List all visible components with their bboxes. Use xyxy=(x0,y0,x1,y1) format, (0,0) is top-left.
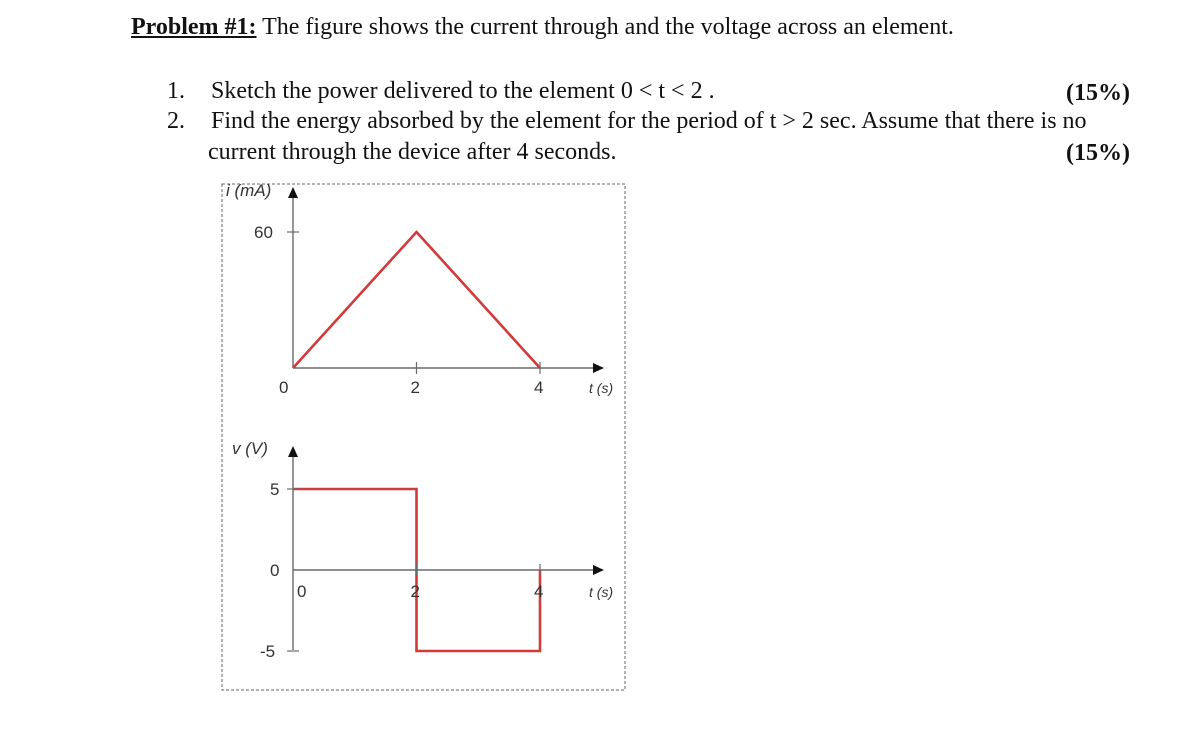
current-x-tick-label: 2 xyxy=(410,378,420,397)
question-2-number: 2. xyxy=(167,108,185,134)
problem-label: Problem #1: xyxy=(131,14,257,40)
current-y-label: i (mA) xyxy=(226,181,272,200)
voltage-y-tick-label: 5 xyxy=(270,480,280,499)
current-y-tick-label: 60 xyxy=(254,223,273,242)
voltage-x-arrow-head xyxy=(593,565,604,575)
voltage-y-tick-label: -5 xyxy=(260,642,276,661)
current-trace xyxy=(293,232,540,368)
current-x-arrow-head xyxy=(593,363,604,373)
voltage-x-label: t (s) xyxy=(589,584,614,600)
voltage-y-arrow-head xyxy=(288,446,298,457)
voltage-chart xyxy=(232,439,613,661)
question-2-text: Find the energy absorbed by the element for the period of t > 2 sec. Assume that there is no xyxy=(211,108,1087,134)
current-chart xyxy=(226,181,613,397)
question-1-percent: (15%) xyxy=(1066,80,1130,106)
current-x-label: t (s) xyxy=(589,380,614,396)
current-x-tick-label: 0 xyxy=(279,378,289,397)
question-1-number: 1. xyxy=(167,78,185,104)
voltage-y-tick-label: 0 xyxy=(270,561,280,580)
question-2-continuation: current through the device after 4 seconds. xyxy=(208,139,617,165)
question-2-percent: (15%) xyxy=(1066,140,1130,166)
current-y-arrow-head xyxy=(288,187,298,198)
voltage-y-label: v (V) xyxy=(232,439,268,458)
voltage-x-tick-label: 2 xyxy=(410,582,420,601)
problem-statement: The figure shows the current through and the voltage across an element. xyxy=(262,14,954,40)
question-1-text: Sketch the power delivered to the element 0 < t < 2 . xyxy=(211,78,715,104)
figure-frame xyxy=(222,184,625,690)
current-x-tick-label: 4 xyxy=(534,378,544,397)
voltage-x-tick-label: 4 xyxy=(534,582,544,601)
voltage-x-tick-label: 0 xyxy=(297,582,307,601)
